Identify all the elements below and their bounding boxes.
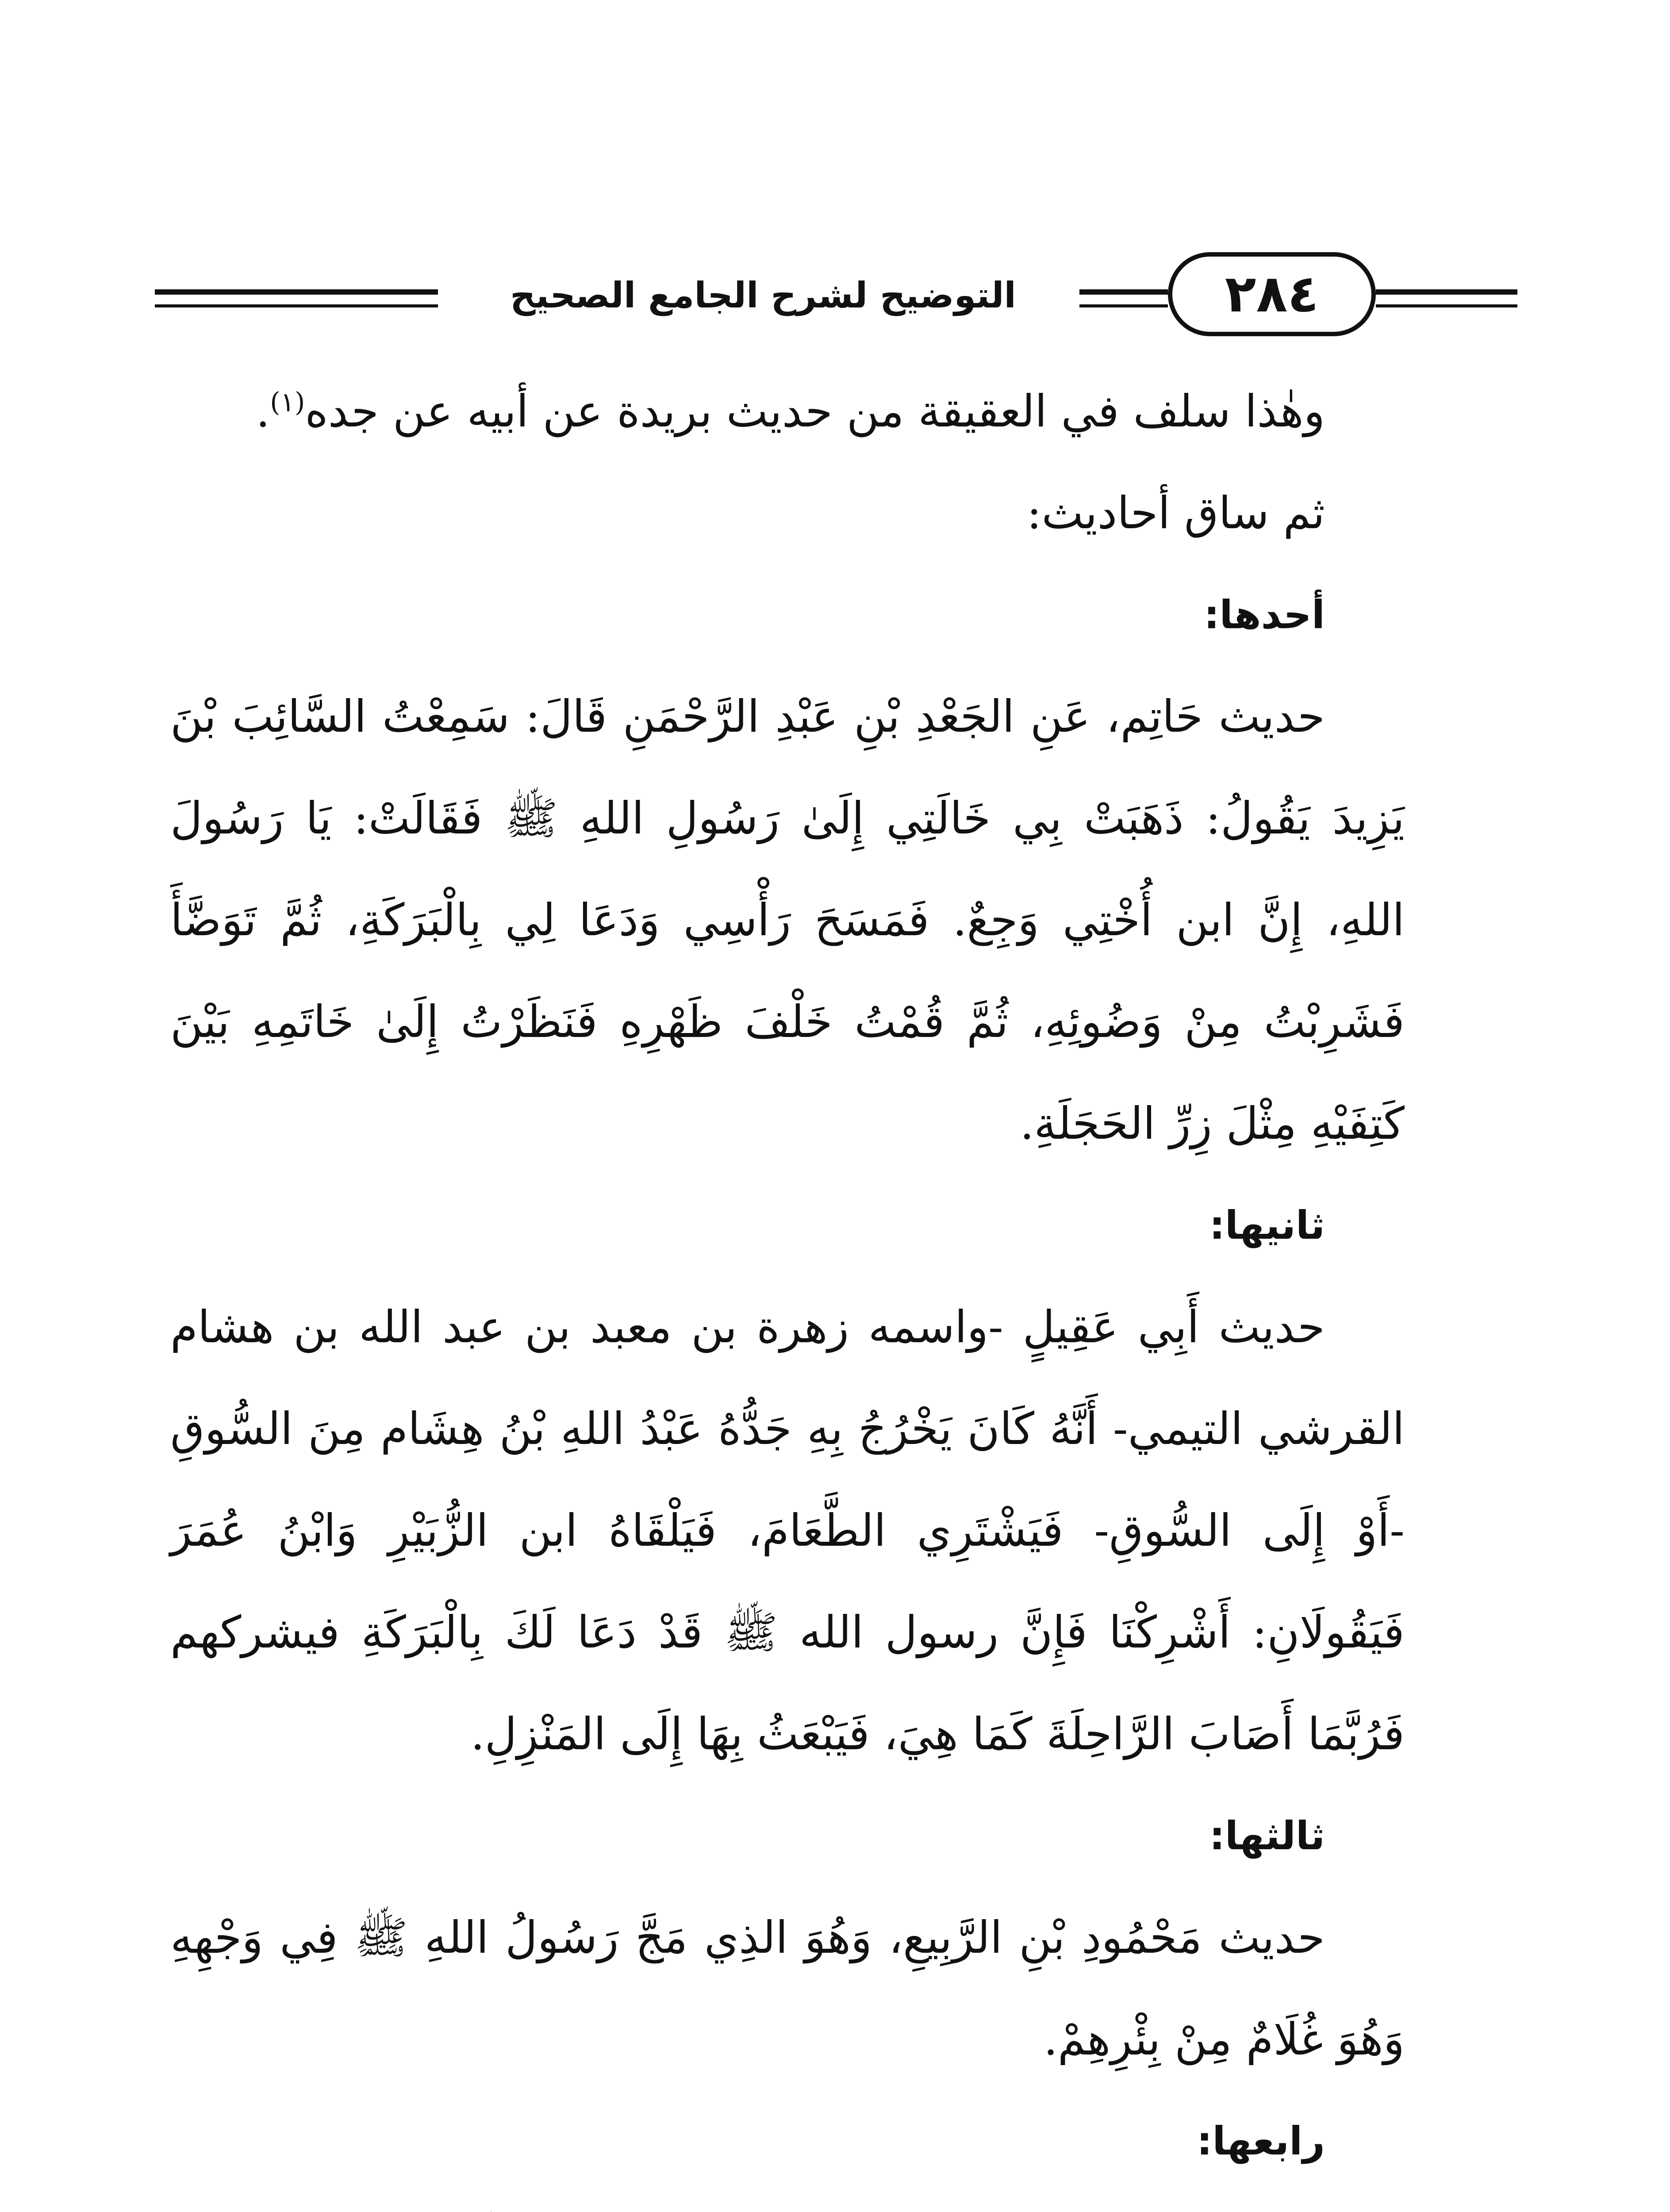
heading-third: ثالثها: — [1209, 1813, 1325, 1859]
header-rule-middle-top — [1079, 289, 1168, 295]
heading-second: ثانيها: — [1209, 1202, 1325, 1248]
heading-fourth: رابعها: — [1197, 2118, 1325, 2164]
intro-end: . — [256, 385, 270, 437]
page-number: ٢٨٤ — [1225, 264, 1319, 324]
footnote-marker[interactable]: (١) — [270, 387, 305, 418]
hadith-paragraph-3: حديث مَحْمُودِ بْنِ الرَّبِيعِ، وَهُوَ الذِي مَجَّ رَسُولُ اللهِ ﷺ فِي وَجْهِهِ وَهُوَ غُلَامٌ مِنْ بِئْرِهِمْ. — [170, 1912, 1405, 2065]
intro-paragraph — [170, 361, 1405, 462]
hadith-paragraph-4 — [170, 2192, 1405, 2212]
heading-first: أحدها: — [1204, 592, 1325, 637]
hadith-paragraph-2: حديث أَبِي عَقِيلٍ -واسمه زهرة بن معبد بن عبد الله بن هشام القرشي التيمي- أَنَّهُ كَانَ يَخْرُجُ بِهِ جَدُّهُ عَبْدُ اللهِ بْنُ هِشَام مِنَ السُّوقِ -أَوْ إِلَى السُّوقِ- فَيَشْتَرِي الطَّعَامَ، فَيَلْقَاهُ ابن الزُّبَيْرِ وَابْنُ عُمَرَ فَيَقُولَانِ: أَشْرِكْنَا فَإِنَّ رسول الله ﷺ قَدْ دَعَا لَكَ بِالْبَرَكَةِ فيشركهم فَرُبَّمَا أَصَابَ الرَّاحِلَةَ كَمَا هِيَ، فَيَبْعَثُ بِهَا إِلَى المَنْزِلِ. — [170, 1301, 1405, 1760]
intro-text: وهٰذا سلف في العقيقة من حديث بريدة عن أبيه عن جده — [305, 385, 1325, 437]
main-text — [170, 361, 1405, 2212]
hadith-paragraph-1: حديث حَاتِم، عَنِ الجَعْدِ بْنِ عَبْدِ الرَّحْمَنِ قَالَ: سَمِعْتُ السَّائِبَ بْنَ يَزِيدَ يَقُولُ: ذَهَبَتْ بِي خَالَتِي إِلَىٰ رَسُولِ اللهِ ﷺ فَقَالَتْ: يَا رَسُولَ اللهِ، إِنَّ ابن أُخْتِي وَجِعٌ. فَمَسَحَ رَأْسِي وَدَعَا لِي بِالْبَرَكَةِ، ثُمَّ تَوَضَّأَ فَشَرِبْتُ مِنْ وَضُوئِهِ، ثُمَّ قُمْتُ خَلْفَ ظَهْرِهِ فَنَظَرْتُ إِلَىٰ خَاتَمِهِ بَيْنَ كَتِفَيْهِ مِثْلَ زِرِّ الحَجَلَةِ. — [170, 691, 1405, 1149]
page-number-badge — [1168, 252, 1376, 336]
header-rule-right-top — [1376, 289, 1517, 295]
header-rule-left-top — [155, 289, 438, 295]
book-title: التوضيح لشرح الجامع الصحيح — [510, 275, 1016, 316]
header-rule-middle-bottom — [1079, 304, 1168, 307]
lead-line: ثم ساق أحاديث: — [1026, 487, 1325, 539]
running-header — [146, 252, 1517, 345]
header-rule-right-bottom — [1376, 304, 1517, 307]
header-rule-left-bottom — [155, 304, 438, 307]
